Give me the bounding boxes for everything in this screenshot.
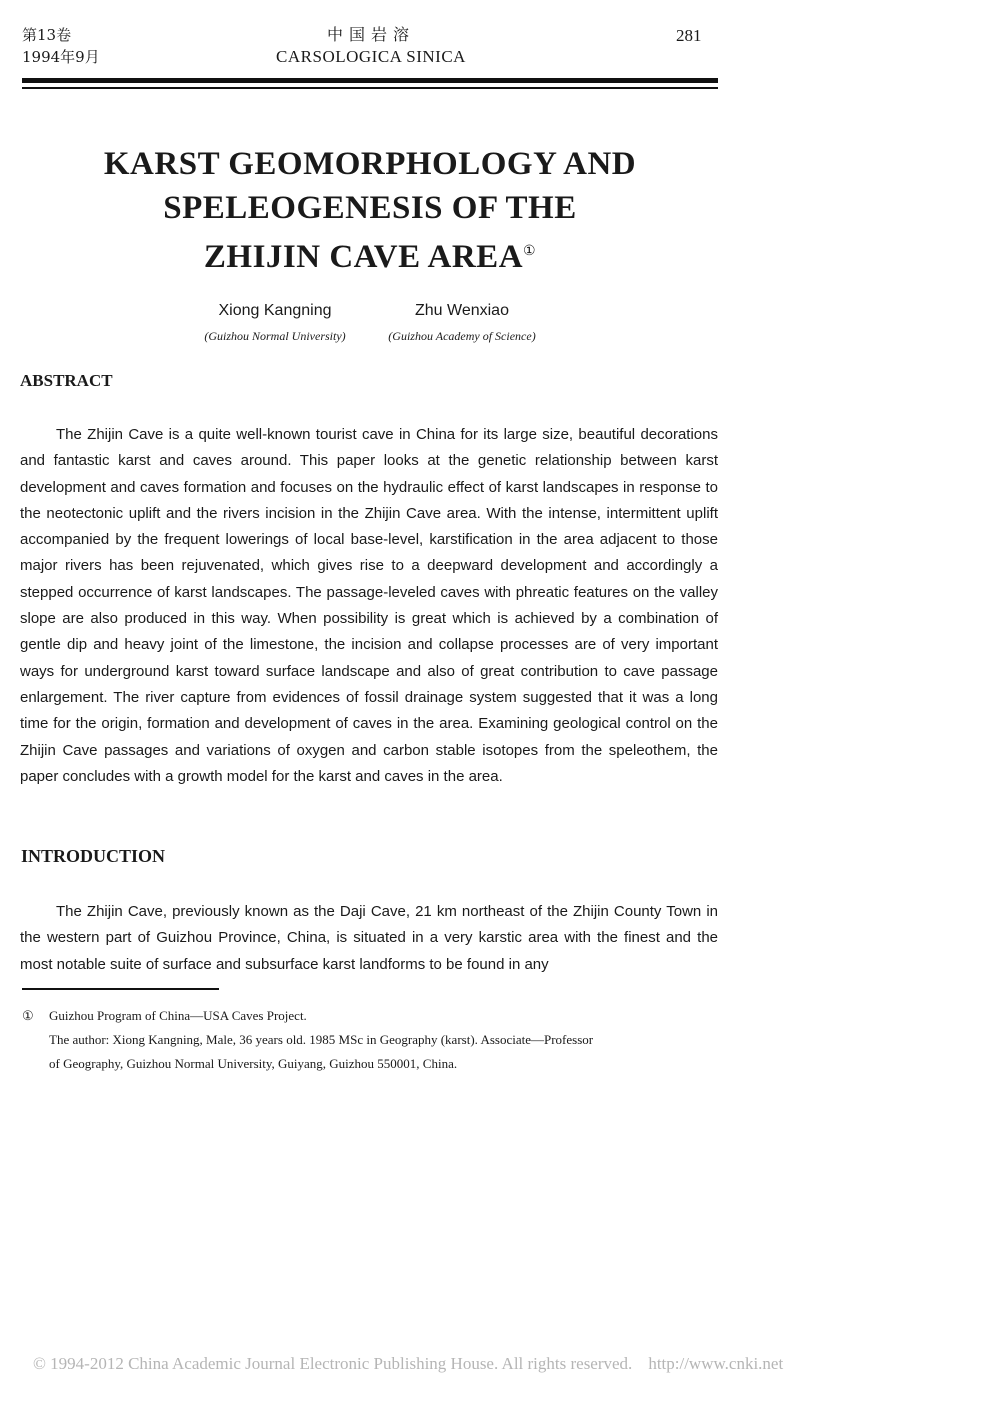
title-line-3: ZHIJIN CAVE AREA xyxy=(203,239,524,275)
copyright-url: http://www.cnki.net xyxy=(648,1354,784,1373)
header-rule-thin xyxy=(22,87,718,89)
footnote-mark: ① xyxy=(22,1008,34,1023)
running-header-center xyxy=(276,22,466,67)
footnote-rule xyxy=(22,988,219,990)
copyright-watermark xyxy=(33,1354,783,1374)
introduction-text: The Zhijin Cave, previously known as the Daji Cave, 21 km northeast of the Zhijin County Town in the western part of Guizhou Province, China, is situated in a very karstic area with the finest and the most notable suite of surface and subsurface karst landforms to be found in any xyxy=(20,903,718,973)
title-footnote-mark: ① xyxy=(523,244,537,259)
footnotes xyxy=(22,1004,718,1076)
header-rule-thick xyxy=(22,78,718,83)
footnote-author-line-2 xyxy=(22,1052,718,1076)
footnote-author-text-1: The author: Xiong Kangning, Male, 36 years old. 1985 MSc in Geography (karst). Associate—Professor xyxy=(49,1032,594,1047)
author-name: Zhu Wenxiao xyxy=(415,302,509,319)
author-affiliation: (Guizhou Normal University) xyxy=(204,329,346,343)
footnote-author-line-1 xyxy=(22,1028,718,1052)
footnote-1 xyxy=(22,1004,718,1028)
page-number: 281 xyxy=(676,26,702,45)
title-line-2: SPELEOGENESIS OF THE xyxy=(163,190,577,226)
author-name: Xiong Kangning xyxy=(218,302,332,319)
paper-title xyxy=(60,142,680,279)
title-line-1: KARST GEOMORPHOLOGY AND xyxy=(103,146,637,182)
volume-label: 第13卷 xyxy=(22,26,72,44)
abstract-heading: ABSTRACT xyxy=(20,371,113,390)
journal-title-en: CARSOLOGICA SINICA xyxy=(276,47,466,66)
abstract-body xyxy=(20,422,718,790)
copyright-text: © 1994-2012 China Academic Journal Electronic Publishing House. All rights reserved. xyxy=(33,1354,633,1373)
issue-date: 1994年9月 xyxy=(22,48,100,66)
footnote-author-text-2: of Geography, Guizhou Normal University, Guiyang, Guizhou 550001, China. xyxy=(49,1056,458,1071)
journal-title-cn: 中国岩溶 xyxy=(326,25,415,44)
author-affiliation: (Guizhou Academy of Science) xyxy=(388,329,536,343)
running-header-left xyxy=(22,24,100,68)
introduction-body xyxy=(20,899,718,978)
author-1 xyxy=(185,302,365,344)
introduction-heading: INTRODUCTION xyxy=(21,846,166,866)
footnote-program: Guizhou Program of China—USA Caves Project. xyxy=(49,1008,307,1023)
author-2 xyxy=(372,302,552,344)
abstract-text: The Zhijin Cave is a quite well-known tourist cave in China for its large size, beautiful decorations and fantastic karst and caves around. This paper looks at the genetic relationship between karst development and caves formation and focuses on the hydraulic effect of karst landscapes in response to the neotectonic uplift and the rivers incision in the Zhijin Cave area. With the intense, intermittent uplift accompanied by the frequent lowerings of local base-level, karstification in the area adjacent to those major rivers has been rejuvenated, which gives rise to a deepward development and accordingly a stepped occurrence of karst landscapes. The passage-leveled caves with phreatic features on the valley slope are also produced in this way. When possibility is great which is achieved by a combination of gentle dip and heavy joint of the limestone, the incision and collapse processes are of very important ways for underground karst toward surface landscape and also of great contribution to cave passage enlargement. The river capture from evidences of fossil drainage system suggested that it was a long time for the origin, formation and development of caves in the area. Examining geological control on the Zhijin Cave passages and variations of oxygen and carbon stable isotopes from the speleothem, the paper concludes with a growth model for the karst and caves in the area. xyxy=(20,426,718,785)
